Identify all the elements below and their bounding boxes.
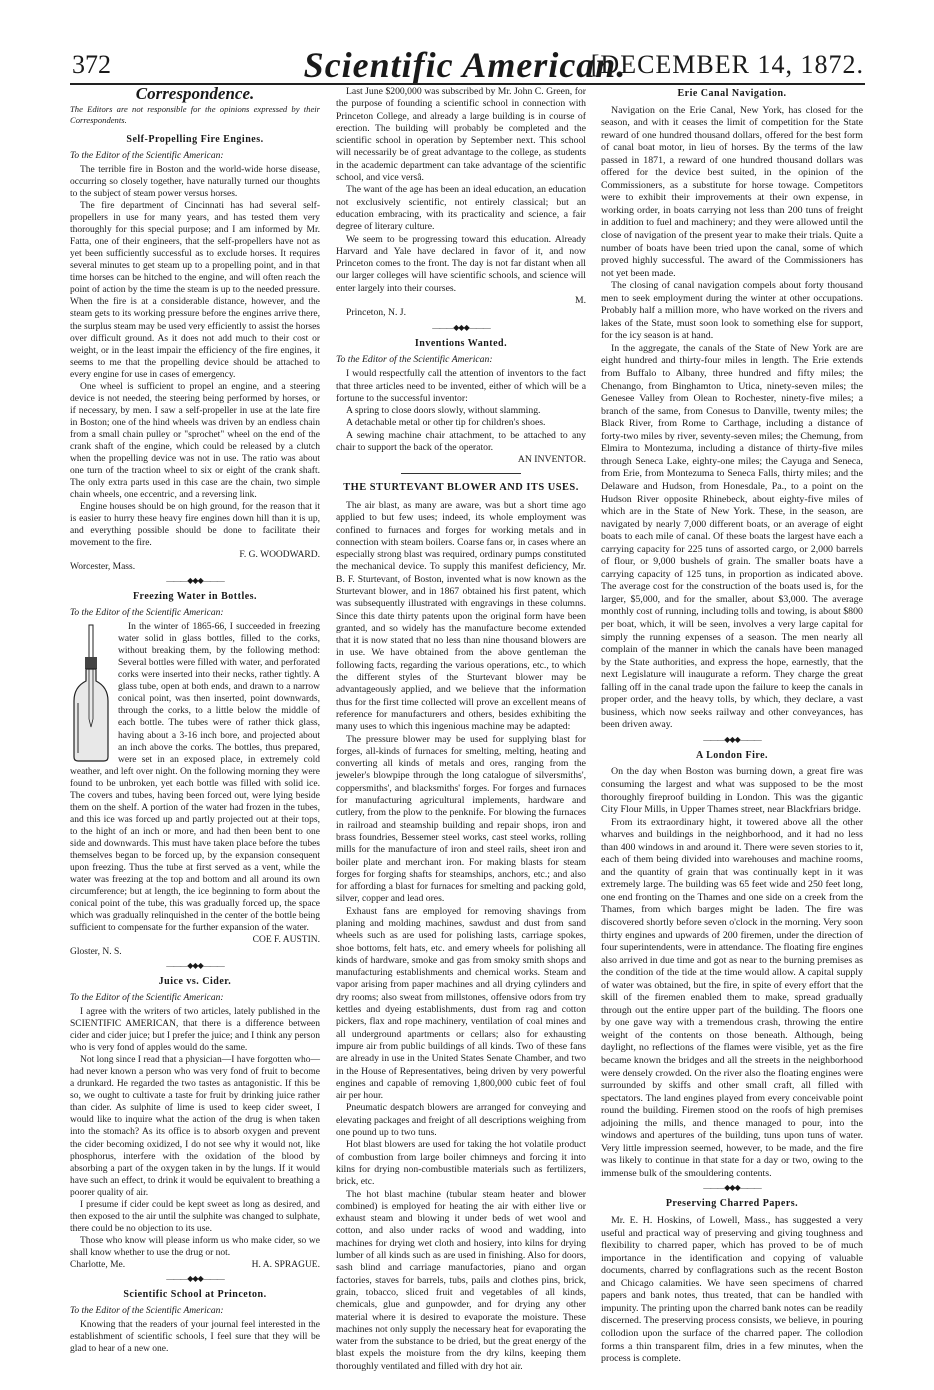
location: Gloster, N. S. [70, 947, 122, 958]
signature: F. G. WOODWARD. [239, 550, 320, 561]
masthead-title: Scientific American. [303, 45, 627, 85]
paragraph: Engine houses should be on high ground, for the reason that it is easier to hurry these heavy fire engines down hill than it is up, and everything possible should be done to facilitate their movement to the fire. [70, 501, 320, 549]
article-title-inventions: Inventions Wanted. [414, 337, 508, 349]
location: Worcester, Mass. [70, 562, 136, 573]
paragraph: The closing of canal navigation compels about forty thousand men to seek employment during the winter at other occupations. Probably half a million more, who have worked on the rivers and lakes of the State, must soon look to something else for support, for the icy season is at hand. [601, 280, 863, 342]
paragraph: Knowing that the readers of your journal feel interested in the establishment of scientific schools, I feel sure that they will be glad to hear of a new one. [70, 1319, 320, 1354]
paragraph: One wheel is sufficient to propel an engine, and a steering device is not needed, the steering being performed by horses, or if necessary, by men. I saw a self-propeller in use at the late fire in Boston; one of the hind wheels was driven by an endless chain from a small chain pulley or "sprochet" wheel on the end of the crank shaft of the engine, which could be released by a clutch when the propelling device was not in use. The ratio was about one turn of the traction wheel to six or eight of the crank shaft. The only extra parts used in this case are the chain, two simple chain wheels, one eccentric, and a reversing link. [70, 381, 320, 500]
signature: AN INVENTOR. [517, 454, 586, 466]
paragraph: Last June $200,000 was subscribed by Mr. John C. Green, for the purpose of founding a scientific school in connection with Princeton College, and already a large building is in course of erection. The building will probably be completed and the scientific school in operation by September next. This school will necessarily be of great advantage to the college, as students in the academic department can take advantage of the scientific school, and vice versâ. [336, 86, 586, 184]
editor-note: The Editors are not responsible for the opinions expressed by their Correspondents. [70, 104, 320, 126]
paragraph: Those who know will please inform us who make cider, so we shall know whether to use the drug or not. [70, 1235, 320, 1258]
ornament-divider: ———◆◆◆——— [166, 576, 224, 586]
paragraph: The fire department of Cincinnati has had several self-propellers in use for many years, and has tested them very thoroughly for this special purpose; and I am informed by Mr. Fatta, one of their engineers, that the self-propellers have not as yet been sufficiently successful as to exclude horses. It requires several minutes to get steam up to a propelling point, and in that time horses can be hitched to the engine, and will often reach the point of action by the time the steam is up to the needed pressure. When the fire is at a considerable distance, however, and the steam gets to its working pressure before the engines arrive there, the surplus steam may be used very efficiently to assist the horses over difficult ground. As it does not add much to their cost or weight, or in the least impair the efficiency of the fire engines, it seems to me that the propelling device should be attached to every engine for use in cases of emergency. [70, 201, 320, 380]
article-title-sturtevant: THE STURTEVANT BLOWER AND ITS USES. [343, 481, 579, 493]
paragraph: The air blast, as many are aware, was but a short time ago applied to but few uses; indeed, its whole employment was confined to furnaces and forges for working metals and in connection with steam boilers. Coarse fans or, in cases where an especially strong blast was required, ordinary pumps constituted the mechanical device. To supply this manifest deficiency, Mr. B. F. Sturtevant, of Boston, invented what is now known as the Sturtevant blower, and in 1867 obtained his first patent, which was subsequently illustrated with engravings in these columns. Since this date thirty patents upon the original form have been granted, and so widely has the manufacture become extended that it is now stated that no less than nine thousand blowers are in use. We have obtained from the above gentleman the following facts, regarding the various operations, etc., to which the different styles of the Sturtevant blower may be advantageously applied, and we believe that the information thus for the first time collected will prove an excellent means of reference for manufacturers and others, besides exhibiting the many uses to which this ingenious machine may be adapted: [336, 499, 586, 733]
ornament-divider: ———◆◆◆——— [166, 1273, 224, 1283]
salutation: To the Editor of the Scientific American: [70, 608, 224, 619]
article-title-freezing: Freezing Water in Bottles. [132, 591, 258, 603]
paragraph: In the winter of 1865-66, I succeeded in freezing water solid in glass bottles, filled to the corks, without breaking them, by the following method: Several bottles were filled with water, and perforated corks were inserted into their necks, rather tightly. A glass tube, open at both ends, and drawn to a narrow conical point, was then inserted, point downwards, through the corks, to a little below the middle of each bottle. The tubes were of rather thick glass, having about a 3-16 inch bore, and projected about an inch above the corks. The bottles, thus prepared, were set in an exposed place, in extremely cold weather, and left over night. On the following morning they were found to be unbroken, yet each bottle was filled with solid ice. The covers and tubes, having been forced out, were lying beside them on the shelf. A portion of the water had frozen in the tubes, and this ice was forced up and partly projected out at their tops, to the hight of an inch or more, and had then been bent to one side and downwards. This must have taken place before the tubes themselves began to be forced up, by the expansion consequent upon freezing. Thus the tube at first served as a vent, while the water was freezing at the top and bottom and all around its own circumference; but at length, the ice beginning to form about the conical point of the tube, this was gradually forced up, the space which was gradually relinquished in the center of the bottle being sufficient to compensate for the further expansion of the water. [70, 622, 320, 933]
salutation: To the Editor of the Scientific American: [336, 353, 493, 365]
divider-rule [401, 473, 521, 474]
salutation: To the Editor of the Scientific American: [70, 151, 224, 162]
paragraph: The terrible fire in Boston and the world-wide horse disease, occurring so closely together, have naturally turned our thoughts to the subject of steam power versus horses. [70, 165, 320, 200]
location: Charlotte, Me. [70, 1259, 126, 1270]
signoff-line [70, 1259, 320, 1271]
paragraph: In the aggregate, the canals of the State of New York are are eight hundred and thirty-four miles in length. The Erie extends from Buffalo to Albany, three hundred and fifty miles; the Chenango, from Binghamton to Utica, ninety-seven miles; the Genesee Valley from Olean to Rochester, ninety-five miles; a branch of the same, from Conesus to Danville, twenty miles; the Black River, from Rome to Carthage, including a distance of forty-two miles by river, seventy-seven miles; the Chemung, from Elmira to Montezuma, including a distance of thirty-five miles through Seneca Lake, eighty-one miles; the Cayuga and Seneca, from Erie, from Montezuma to Seneca Falls, thirty miles; and the Delaware and Hudson, from Honesdale, Pa., to a point on the Hudson River opposite Rhinebeck, about eighty-five miles of which are in the State of New York. These, in the season, are navigated by nearly 7,000 different boats, or an average of eight boats to each mile of canal. Of these boats the largest have each a carrying capacity for 225 tuns of assorted cargo, or 2,000 barrels of flour, or 9,000 bushels of grain. The smaller boats have a carrying capacity of 125 tuns, in proportion as indicated above. The average cost for the construction of the boats used is, for the larger, $5,000, and for the smaller, about $3,000. The average monthly cost of running, including tolls and towing, is about $800 per boat, which, it will be seen, involves a very large capital for simply the running expenses of a season. The men nearly all complain of the manner in which the canals have been managed by the State authorities, and express the hope, earnestly, that the next Legislature will inaugurate a reform. They charge the great falling off in the canal trade upon the failure to keep the canals in proper order, and the heavy tolls, by which, they declare, a vast business, which now seeks railway and other conveyances, has been driven away. [601, 342, 863, 731]
paragraph: Hot blast blowers are used for taking the hot volatile product of combustion from large boiler chimneys and forcing it into kilns for drying non-combustible materials such as fertilizers, brick, etc. [336, 1139, 586, 1188]
ornament-divider: ———◆◆◆——— [703, 1183, 761, 1193]
paragraph: Exhaust fans are employed for removing shavings from planing and molding machines, sawdust and dust from sand wheels such as are used for polishing lasts, carriage spokes, shoe bottoms, felt hats, etc. and emery wheels for polishing all kinds of hardware, smoke and gas from smoky smith shops and manufacturing establishments and chemical works. Steam and vapor arising from paper machines and all drying cylinders and dry rooms; also sweat from millstones, offensive odors from try kettles and dyeing establishments, dust from rag and cotton pickers, flax and rope machinery, ventilation of coal mines and all underground apartments or cellars; also for exhausting impure air from public buildings of all kinds. Two of these fans are already in use in the United States Senate Chamber, and two in the House of Representatives, being driven by very powerful engines and capable of removing 1,800,000 cubic feet of foul air per hour. [336, 905, 586, 1102]
paragraph: Pneumatic despatch blowers are arranged for conveying and elevating packages and freight of all descriptions weighing from one pound up to two tuns. [336, 1102, 586, 1139]
list-item: A spring to close doors slowly, without slamming. [346, 405, 541, 417]
ornament-divider: ———◆◆◆——— [432, 322, 490, 332]
article-title-erie: Erie Canal Navigation. [677, 88, 787, 99]
paragraph: Navigation on the Erie Canal, New York, has closed for the season, and with it ceases the limit of competition for the State reward of one hundred thousand dollars, offered for the best form of canal boat motor, in lieu of horses. By the terms of the law passed in 1871, a reward of one hundred thousand dollars was offered for the device best suited, in the opinion of the Commissioners, as a substitute for horse towage. Competitors were to exhibit their improvements at their own expense, in working order, in boats carrying not less than 200 tuns of freight in addition to fuel and machinery; and they were allowed until the close of navigation of the present year to make their trials. Quite a number of boats have been tried upon the canal, some of which proved highly successful. The award of the Commissioners has not yet been made. [601, 104, 863, 279]
salutation: To the Editor of the Scientific American: [70, 1305, 224, 1316]
paragraph: Not long since I read that a physician—I have forgotten who—had never known a person who was very fond of fruit to become a drunkard. He regarded the two tastes as antagonistic. If this be so, we ought to cultivate a taste for fruit by drinking juice rather than cider. As sulphite of lime is used to keep cider sweet, I would like to inquire what the action of the drug is when taken into the stomach? As its office is to absorb oxygen and prevent the cider becoming oxidized, I do not see why it would not, like phosphorus, interfere with the oxidation of the blood by absorbing a part of the oxygen taken in by the lungs. If it would have such an effect, to drink it would be equivalent to breathing a poorer quality of air. [70, 1055, 320, 1198]
paragraph: The want of the age has been an ideal education, an education not exclusively scientific, not entirely classical; but an education embracing, with its practicality and science, a fair degree of literary culture. [336, 184, 586, 233]
signature: M. [574, 295, 586, 307]
paragraph: I agree with the writers of two articles, lately published in the SCIENTIFIC AMERICAN, that there is a difference between cider and cider juice; but I prefer the juice; and I think any person who is very fond of apples would do the same. [70, 1007, 320, 1054]
list-item: A sewing machine chair attachment, to be attached to any chair to support the back of the operator. [336, 429, 586, 454]
issue-date: [DECEMBER 14, 1872. [590, 50, 864, 79]
location: Princeton, N. J. [346, 307, 407, 319]
paragraph: The hot blast machine (tubular steam heater and blower combined) is employed for heating the air with either live or exhaust steam and blowing it under beds of wet wool and cotton, and also under racks of wood and wadding, into machines for drying wet cloth and hosiery, into kilns for drying lumber of all kinds such as are used in finishing. Also for doors, sash blind and carriage manufactories, piano and organ factories, staves for barrels, tubs, pails and clothes pins, brick, grain, tobacco, sliced fruit and vegetables of all kinds, chemicals, glue and gunpowder, and for drying any other material where it is desired to evaporate the moisture. These machines not only supply the necessary heat for evaporating the water from the substance to be dried, but the great energy of the blast expels the moisture from the dry kilns, keeping them thoroughly ventilated and filled with dry hot air. [336, 1188, 586, 1372]
column-3 [601, 86, 863, 1366]
article-title-cider: Juice vs. Cider. [158, 976, 232, 988]
paragraph: I presume if cider could be kept sweet as long as desired, and then exposed to the air until the sulphite was changed to sulphate, there could be no objection to its use. [70, 1199, 320, 1234]
article-title-london-fire: A London Fire. [695, 749, 769, 761]
section-title: Correspondence. [135, 84, 255, 103]
article-title-charred-papers: Preserving Charred Papers. [665, 1198, 799, 1210]
paragraph: Mr. E. H. Hoskins, of Lowell, Mass., has suggested a very useful and practical way of preserving and giving toughness and flexibility to charred paper, which has proved to be of much importance in the identification and copying of valuable documents, charred by conflagrations such as the recent Boston and Chicago calamities. We have seen specimens of charred papers and bank notes, thus treated, that can be handled with impunity. The printing upon the charred bank notes can be readily discerned. The preserving process consists, we believe, in pouring collodion upon the surface of the charred paper. The collodion forms a thin transparent film, dries in a few minutes, when the process is complete. [601, 1215, 863, 1365]
paragraph: On the day when Boston was burning down, a great fire was consuming the largest and what was supposed to be the most thoroughly fireproof building in London. This was the gigantic City Flour Mills, in Upper Thames street, near Blackfriars bridge. [601, 766, 863, 816]
article-title-princeton: Scientific School at Princeton. [123, 1288, 267, 1300]
column-2 [336, 86, 586, 1373]
salutation: To the Editor of the Scientific American: [70, 993, 224, 1004]
paragraph: I would respectfully call the attention of inventors to the fact that three articles need to be invented, either of which will be a fortune to the successful inventor: [336, 368, 586, 404]
column-1 [70, 86, 320, 1355]
paragraph: From its extraordinary hight, it towered above all the other wharves and buildings in the neighborhood, and it had no less than 400 windows in and around it. There were seven stories to it, each of them being divided into warehouses and machine rooms, and the quantity of grain that was continually kept in it was extremely large. The building was 65 feet wide and 250 feet long, one end fronting on the Thames and one side on a creek from the Thames, from which barges might be laden. The fire was discovered shortly before seven o'clock in the morning. Very soon thirty engines and upwards of 200 firemen, under the direction of four superintendents, were in attendance. The floating fire engines also arrived in due time and got as near to the burning premises as the condition of the tide at the time would allow. A capital supply of water was obtained, but the fire, in spite of every effort that the skill of the firemen enabled them to make, spread gradually through out the entire upper part of the building. The floors one by one gave way with a tremendous crash, throwing the entire weight of the contents on those beneath. Although, being daylight, no reflections of the flames were visible, yet as the fire became known the bridges and all the streets in the neighborhood were densely crowded. On the river also the floating engines were surrounded by skiffs and other small craft, all filled with spectators. The land engines played from every conceivable point round the building. Firemen stood on the roofs of high premises adjoining the mills, and thence managed to pour, into the windows and apertures of the building, tuns upon tuns of water. Very little impression seemed, however, to be made, and the fire was likely to continue in that state for a day or two, owing to the immense bulk of the smouldering contents. [601, 816, 863, 1179]
ornament-divider: ———◆◆◆——— [703, 734, 761, 744]
list-item: A detachable metal or other tip for children's shoes. [346, 417, 546, 429]
page-number: 372 [72, 50, 111, 79]
ornament-divider: ———◆◆◆——— [166, 961, 224, 971]
signature: H. A. SPRAGUE. [251, 1259, 320, 1270]
article-title-fire-engines: Self-Propelling Fire Engines. [126, 134, 264, 146]
bottle-illustration [70, 623, 112, 763]
signature: COE F. AUSTIN. [252, 935, 320, 946]
paragraph: The pressure blower may be used for supplying blast for forges, all-kinds of furnaces for smelting, melting, heating and converting all kinds of metals and ores, ranging from the jeweler's blowpipe through the long catalogue of silversmiths', coppersmiths', and blacksmiths' forges. For forges and furnaces for manufacturing agricultural implements, hardware and cutlery, from the plow to the penknife. For blowing the furnaces in railroad and steamship building and repair shops, iron and brass foundries, Bessemer steel works, cast steel works, rolling mills for the manufacture of iron and steel rails, sheet iron and boiler plate and merchant iron. For making blasts for steam forges for forging shafts for steamships, anchors, etc.; and also for affording a blast for furnaces for smelting and packing gold, silver, copper and lead ores. [336, 733, 586, 905]
paragraph: We seem to be progressing toward this education. Already Harvard and Yale have declared in favor of it, and now Princeton comes to the front. The day is not far distant when all our larger colleges will have scientific schools, and science will enter largely into their courses. [336, 233, 586, 294]
